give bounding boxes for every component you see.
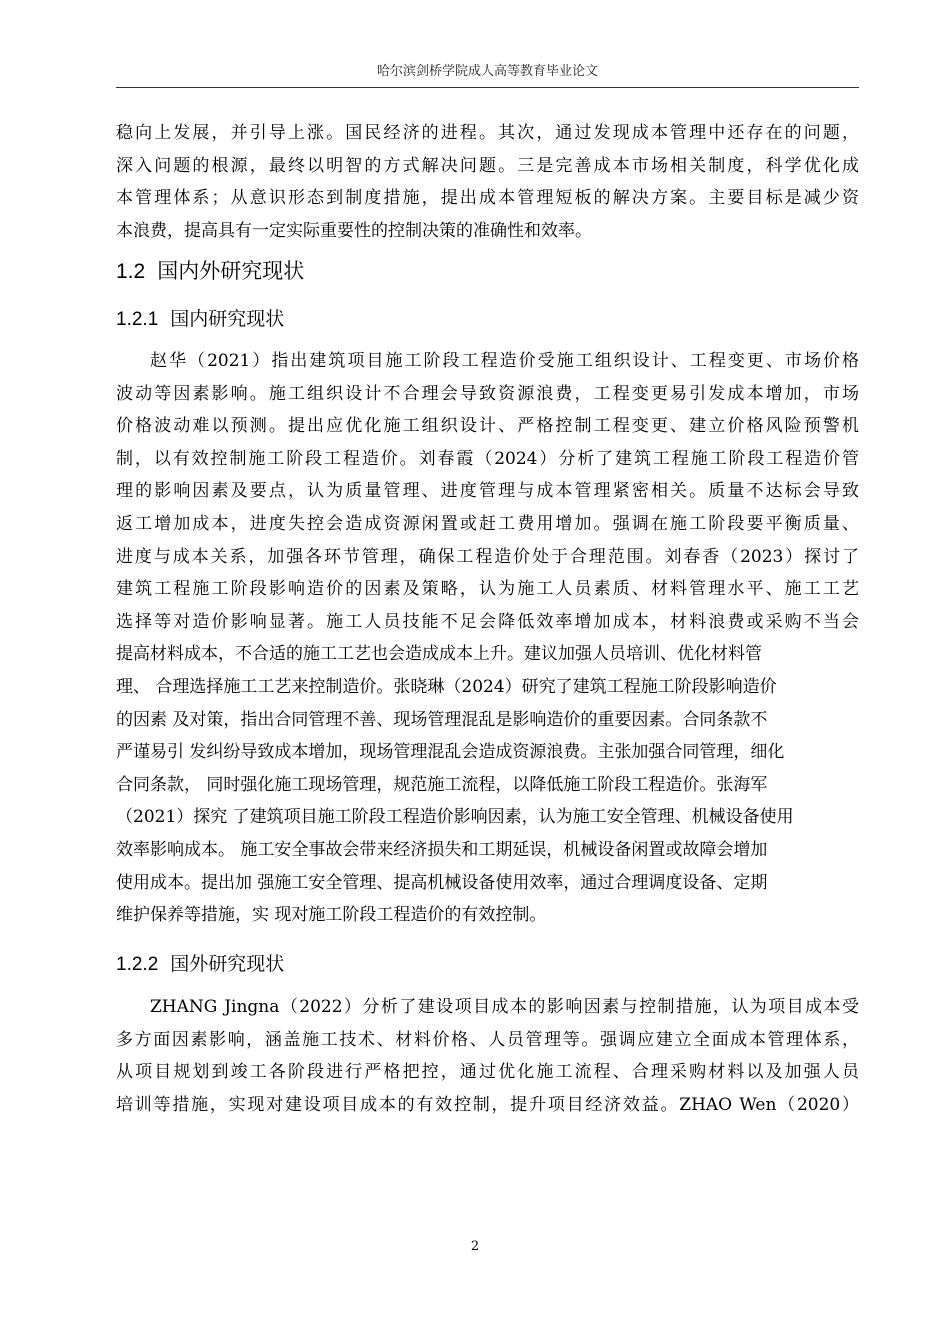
section-title: 国外研究现状 <box>170 953 285 975</box>
section-title: 国内研究现状 <box>170 308 285 330</box>
text-line: 多方面因素影响，涵盖施工技术、材料价格、人员管理等。强调应建立全面成本管理体系， <box>116 1029 859 1050</box>
page-number: 2 <box>470 1239 480 1254</box>
text-line: 合同条款， 同时强化施工现场管理，规范施工流程，以降低施工阶段工程造价。张海军 <box>116 774 768 795</box>
text-line: 效率影响成本。 施工安全事故会带来经济损失和工期延误，机械设备闲置或故障会增加 <box>116 839 768 860</box>
text-line: 培训等措施，实现对建设项目成本的有效控制，提升项目经济效益。ZHAO Wen（2020） <box>116 1094 859 1115</box>
text-line: 稳向上发展，并引导上涨。国民经济的进程。其次，通过发现成本管理中还存在的问题， <box>116 123 859 143</box>
section-heading-1-2 <box>116 256 304 287</box>
intro-paragraph <box>116 117 859 247</box>
text-line: 本浪费，提高具有一定实际重要性的控制决策的准确性和效率。 <box>116 220 592 241</box>
text-line: 制，以有效控制施工阶段工程造价。刘春霞（2024）分析了建筑工程施工阶段工程造价管 <box>116 448 859 469</box>
text-line: 本管理体系；从意识形态到制度措施，提出成本管理短板的解决方案。主要目标是减少资 <box>116 188 859 209</box>
section-number: 1.2.2 <box>116 954 159 975</box>
foreign-research-paragraph <box>116 991 859 1121</box>
domestic-research-paragraph <box>116 345 859 932</box>
text-line: 维护保养等措施，实 现对施工阶段工程造价的有效控制。 <box>116 905 547 926</box>
text-line: 从项目规划到竣工各阶段进行严格把控，通过优化施工流程、合理采购材料以及加强人员 <box>116 1062 859 1083</box>
text-line: 建筑工程施工阶段影响造价的因素及策略，认为施工人员素质、材料管理水平、施工工艺 <box>116 579 859 600</box>
text-line: 返工增加成本，进度失控会造成资源闲置或赶工费用增加。强调在施工阶段要平衡质量、 <box>116 513 859 534</box>
text-line: 理的影响因素及要点，认为质量管理、进度管理与成本管理紧密相关。质量不达标会导致 <box>116 481 859 502</box>
text-line: 选择等对造价影响显著。施工人员技能不足会降低效率增加成本，材料浪费或采购不当会 <box>116 611 859 632</box>
section-heading-1-2-2 <box>116 950 284 979</box>
running-header: 哈尔滨剑桥学院成人高等教育毕业论文 <box>376 64 598 79</box>
text-line: 深入问题的根源，最终以明智的方式解决问题。三是完善成本市场相关制度，科学优化成 <box>116 155 859 176</box>
section-number: 1.2 <box>116 260 146 283</box>
text-line: 进度与成本关系，加强各环节管理，确保工程造价处于合理范围。刘春香（2023）探讨了 <box>116 546 859 567</box>
section-title: 国内外研究现状 <box>157 259 305 283</box>
text-line: （2021）探究 了建筑项目施工阶段工程造价影响因素，认为施工安全管理、机械设备使用 <box>116 807 794 828</box>
text-line: 提高材料成本，不合适的施工工艺也会造成成本上升。建议加强人员培训、优化材料管 <box>116 644 762 665</box>
header-divider <box>116 87 859 88</box>
text-line: 赵华（2021）指出建筑项目施工阶段工程造价受施工组织设计、工程变更、市场价格 <box>150 351 859 371</box>
text-line: ZHANG Jingna（2022）分析了建设项目成本的影响因素与控制措施，认为项目成本受 <box>150 997 859 1017</box>
text-line: 理、 合理选择施工工艺来控制造价。张晓琳（2024）研究了建筑工程施工阶段影响造价 <box>116 676 777 697</box>
text-line: 使用成本。提出加 强施工安全管理、提高机械设备使用效率，通过合理调度设备、定期 <box>116 872 768 893</box>
text-line: 价格波动难以预测。提出应优化施工组织设计、严格控制工程变更、建立价格风险预警机 <box>116 416 859 437</box>
section-heading-1-2-1 <box>116 305 284 334</box>
section-number: 1.2.1 <box>116 309 159 330</box>
text-line: 波动等因素影响。施工组织设计不合理会导致资源浪费，工程变更易引发成本增加，市场 <box>116 383 859 404</box>
text-line: 的因素 及对策，指出合同管理不善、现场管理混乱是影响造价的重要因素。合同条款不 <box>116 709 768 730</box>
text-line: 严谨易引 发纠纷导致成本增加，现场管理混乱会造成资源浪费。主张加强合同管理，细化 <box>116 742 785 763</box>
